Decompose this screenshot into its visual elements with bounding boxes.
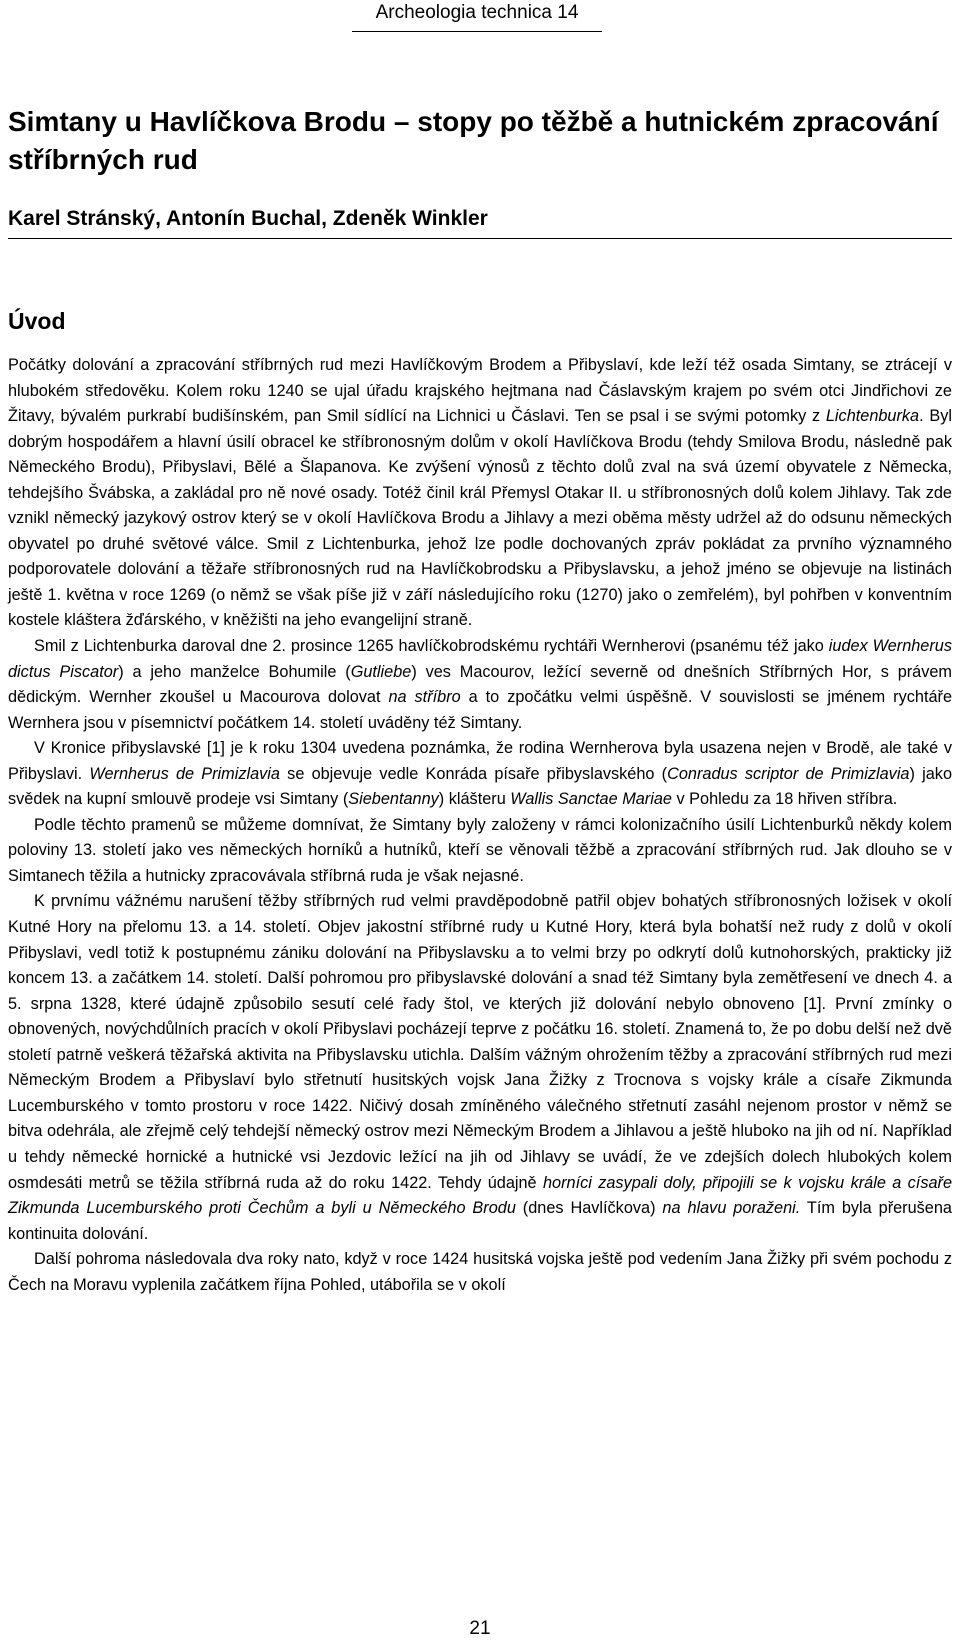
text-run: se objevuje vedle Konráda písaře přibyslavského (	[279, 764, 668, 783]
page-number: 21	[469, 1618, 491, 1639]
journal-header: Archeologia technica 14	[375, 2, 579, 23]
text-run: ) a jeho manželce Bohumile (	[118, 662, 351, 681]
paragraph	[8, 634, 952, 736]
text-run: ) ves Macourov, ležící severně od dnešních Stříbrných Hor, s právem dědickým. Wernher zkoušel u Macourova dolovat	[8, 662, 952, 707]
text-run: ) klášteru	[438, 790, 511, 809]
italic-run: Siebentanny	[348, 790, 439, 809]
article-authors: Karel Stránský, Antonín Buchal, Zdeněk Winkler	[8, 207, 488, 230]
text-run: Počátky dolování a zpracování stříbrných rud mezi Havlíčkovým Brodem a Přibyslaví, kde leží též osada Simtany, se ztrácejí v hlubokém středověku. Kolem roku 1240 se ujal úřadu krajského hejtmana nad Čáslavským krajem po svém otci Jindřichovi ze Žitavy, bývalém purkrabí budišínském, pan Smil sídlící na Lichnici u Čáslavi. Ten se psal i se svými potomky z	[8, 356, 952, 426]
italic-run: Wernherus de Primizlavia	[89, 764, 280, 783]
text-run: . Byl dobrým hospodářem a hlavní úsilí obracel ke stříbronosným dolům v okolí Havlíčkova Brodu (tehdy Smilova Brodu, následně pak Německého Brodu), Přibyslavi, Bělé a Šlapanova. Ke zvýšení výnosů z těchto dolů zval na svá území obyvatele z Německa, tehdejšího Švábska, a zakládal pro ně nové osady. Totéž činil král Přemysl Otakar II. u stříbronosných dolů kolem Jihlavy. Tak zde vznikl německý jazykový ostrov který se v okolí Havlíčkova Brodu a Jihlavy a mezi oběma městy udržel až do odsunu německých obyvatel po druhé světové válce. Smil z Lichtenburka, jehož lze podle dochovaných zpráv pokládat za prvního významného podporovatele dolování a těžaře stříbronosných rud na Havlíčkobrodsku a Přibyslavsku, a jehož jméno se objevuje na listinách ještě 1. května v roce 1269 (o němž se však píše již v září následujícího roku (1270) jako o zemřelém), byl pohřben v konventním kostele kláštera žďárského, v kněžišti na jeho evangelijní straně.	[8, 407, 952, 630]
text-run: Podle těchto pramenů se můžeme domnívat, že Simtany byly založeny v rámci kolonizačního úsilí Lichtenburků někdy kolem poloviny 13. století jako ves německých horníků a hutníků, kteří se věnovali těžbě a zpracování stříbrných rud. Jak dlouho se v Simtanech těžila a hutnicky zpracovávala stříbrná ruda je však nejasné.	[8, 815, 952, 885]
italic-run: na stříbro	[388, 688, 461, 707]
text-run: Smil z Lichtenburka daroval dne 2. prosince 1265 havlíčkobrodskému rychtáři Wernherovi (psanému též jako	[34, 637, 829, 656]
text-run: K prvnímu vážnému narušení těžby stříbrných rud velmi pravděpodobně patřil objev bohatých stříbronosných ložisek v okolí Kutné Hory na přelomu 13. a 14. století. Objev jakostní stříbrné rudy u Kutné Hory, která byla bohatší než rudy z dolů v okolí Přibyslavi, vedl totiž k postupnému zániku dolování na Přibyslavsku a to velmi brzy po odkrytí dolů kutnohorských, prakticky již koncem 13. a začátkem 14. století. Další pohromou pro přibyslavské dolování a snad též Simtany byla zemětřesení ve dnech 4. a 5. srpna 1328, které údajně způsobilo sesutí celé řady štol, ve kterých již dolování nebylo obnoveno [1]. První zmínky o obnovených, novýchdůlních pracích v okolí Přibyslavi pocházejí teprve z počátku 16. století. Znamená to, že po dobu delší než dvě století patrně veškerá těžařská aktivita na Přibyslavsku utichla. Dalším vážným ohrožením těžby a zpracování stříbrných rud mezi Německým Brodem a Přibyslaví bylo střetnutí husitských vojsk Jana Žižky z Trocnova s vojsky krále a císaře Zikmunda Lucemburského v tomto prostoru v roce 1422. Ničivý dosah zmíněného válečného střetnutí zasáhl nejenom prostor v němž se bitva odehrála, ale zřejmě celý tehdejší německý ostrov mezi Německým Brodem a Jihlavou a ještě hluboko na jih od ní. Například u tehdy německé hornické a hutnické vsi Jezdovic ležící na jih od Jihlavy se uvádí, že ve zdejších dolech hlubokých kolem osmdesáti metrů se těžila stříbrná ruda až do roku 1422. Tehdy údajně	[8, 892, 952, 1192]
paragraph	[8, 1247, 952, 1298]
text-run: Tím byla přerušena kontinuita dolování.	[8, 1199, 952, 1243]
italic-run: Wallis Sanctae Mariae	[510, 790, 672, 809]
italic-run: iudex Wernherus dictus Piscator	[8, 637, 952, 681]
paragraph	[8, 889, 952, 1247]
text-run: Další pohroma následovala dva roky nato, když v roce 1424 husitská vojska ještě pod vedením Jana Žižky při svém pochodu z Čech na Moravu vyplenila začátkem října Pohled, utábořila se v okolí	[8, 1250, 952, 1294]
text-run: a to zpočátku velmi úspěšně. V souvislosti se jménem rychtáře Wernhera jsou v písemnictví počátkem 14. století uváděny též Simtany.	[8, 688, 952, 732]
italic-run: Gutliebe	[350, 662, 412, 681]
header-rule	[352, 31, 602, 32]
text-run: v Pohledu za 18 hřiven stříbra.	[671, 790, 898, 809]
paragraph	[8, 736, 952, 813]
authors-rule	[8, 238, 952, 239]
text-run: (dnes Havlíčkova)	[515, 1199, 663, 1218]
italic-run: Conradus scriptor de Primizlavia	[667, 764, 910, 783]
section-heading: Úvod	[8, 308, 66, 334]
paragraph	[8, 353, 952, 634]
article-body	[8, 353, 952, 1298]
italic-run: na hlavu poraženi.	[662, 1199, 801, 1218]
paragraph	[8, 813, 952, 890]
text-run: ) jako svědek na kupní smlouvě prodeje vsi Simtany (	[8, 764, 952, 809]
italic-run: Lichtenburka	[825, 407, 920, 426]
italic-run: horníci zasypali doly, připojili se k vojsku krále a císaře Zikmunda Lucemburského proti Čechům a byli u Německého Brodu	[8, 1173, 952, 1218]
article-title: Simtany u Havlíčkova Brodu – stopy po těžbě a hutnickém zpracování stříbrných rud	[8, 106, 939, 175]
text-run: V Kronice přibyslavské [1] je k roku 1304 uvedena poznámka, že rodina Wernherova byla usazena nejen v Brodě, ale také v Přibyslavi.	[8, 739, 952, 783]
